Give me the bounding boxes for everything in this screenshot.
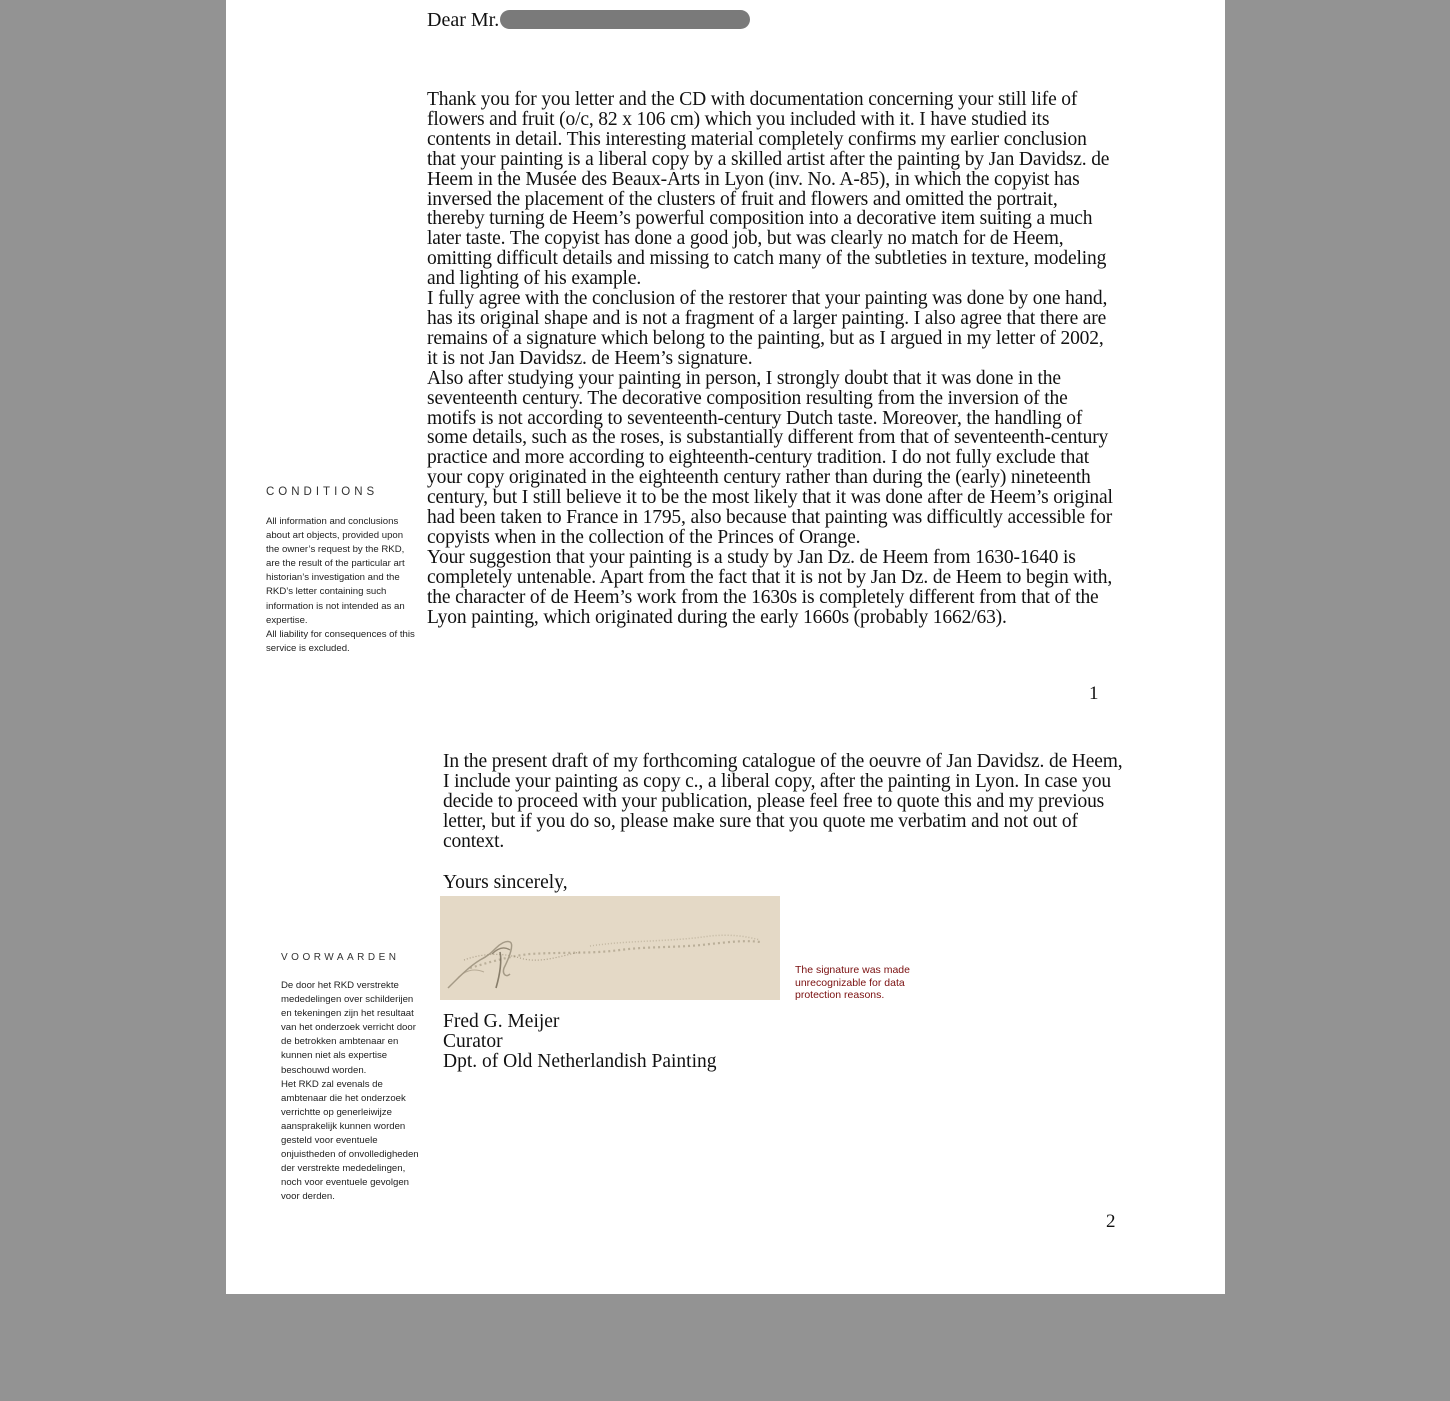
paragraph: Thank you for you letter and the CD with documentation concerning your still life of flowers and fruit (o/c, 82 x 106 cm) which you included with it. I have studied its contents in detail. This interesting material completely confirms my earlier conclusion that your painting is a liberal copy by a skilled artist after the painting by Jan Davidsz. de Heem in the Musée des Beaux-Arts in Lyon (inv. No. A-85), in which the copyist has inversed the placement of the clusters of fruit and flowers and omitted the portrait, thereby turning de Heem’s powerful composition into a decorative item suiting a much later taste. The copyist has done a good job, but was clearly no match for de Heem, omitting difficult details and missing to catch many of the subtleties in texture, modeling and lighting of his example. [427, 89, 1110, 290]
conditions-text [266, 515, 416, 656]
redacted-name [500, 10, 750, 29]
salutation-text: Dear Mr. [427, 9, 500, 31]
closing: Yours sincerely, [443, 872, 568, 893]
voorwaarden-text [281, 979, 421, 1205]
conditions-paragraph: All information and conclusions about art objects, provided upon the owner’s request by the RKD, are the result of the particular art historian’s investigation and the RKD’s letter containing such information is not intended as an expertise. [266, 516, 405, 626]
paragraph: In the present draft of my forthcoming catalogue of the oeuvre of Jan Davidsz. de Heem, I include your painting as copy c., a liberal copy, after the painting in Lyon. In case you decide to proceed with your publication, please feel free to quote this and my previous letter, but if you do so, please make sure that you quote me verbatim and not out of context. [443, 751, 1123, 852]
paragraph: Also after studying your painting in person, I strongly doubt that it was done in the seventeenth century. The decorative composition resulting from the inversion of the motifs is not according to seventeenth-century Dutch taste. Moreover, the handling of some details, such as the roses, is substantially different from that of seventeenth-century practice and more according to eighteenth-century tradition. I do not fully exclude that your copy originated in the eighteenth century rather than during the (early) nineteenth century, but I still believe it to be the most likely that it was done after de Heem’s original had been taken to France in 1795, also because that painting was difficultly accessible for copyists when in the collection of the Princes of Orange. [427, 367, 1113, 548]
paragraph: Your suggestion that your painting is a study by Jan Dz. de Heem from 1630-1640 is completely untenable. Apart from the fact that it is not by Jan Dz. de Heem to begin with, the character of de Heem’s work from the 1630s is completely different from that of the Lyon painting, which originated during the early 1660s (probably 1662/63). [427, 546, 1113, 628]
salutation [427, 8, 750, 32]
signer-department: Dpt. of Old Netherlandish Painting [443, 1050, 717, 1072]
page-number: 2 [1106, 1211, 1116, 1232]
letter-page [226, 0, 1225, 1294]
page-number: 1 [1089, 683, 1099, 704]
signer-name: Fred G. Meijer [443, 1011, 560, 1032]
paragraph: I fully agree with the conclusion of the restorer that your painting was done by one hand, has its original shape and is not a fragment of a larger painting. I also agree that there are remains of a signature which belong to the painting, but as I argued in my letter of 2002, it is not Jan Davidsz. de Heem’s signature. [427, 288, 1108, 369]
voorwaarden-paragraph: Het RKD zal evenals de ambtenaar die het onderzoek verrichtte op generleiwijze aansprakelijk kunnen worden gesteld voor eventuele onjuistheden of onvolledigheden der verstrekte mededelingen, noch voor eventuele gevolgen voor derden. [281, 1078, 419, 1203]
signature-image [440, 896, 780, 1000]
signer-title: Curator [443, 1030, 503, 1052]
voorwaarden-heading: VOORWAARDEN [281, 952, 400, 963]
conditions-paragraph: All liability for consequences of this service is excluded. [266, 628, 415, 654]
letter-body-page-1 [427, 90, 1117, 627]
signature-block [443, 1012, 717, 1072]
letter-body-page-2 [443, 752, 1133, 852]
conditions-heading: CONDITIONS [266, 486, 379, 498]
voorwaarden-paragraph: De door het RKD verstrekte mededelingen over schilderijen en tekeningen zijn het resultaat van het onderzoek verricht door de betrokken ambtenaar en kunnen niet als expertise beschouwd worden. [281, 980, 416, 1076]
signature-note: The signature was made unrecognizable for data protection reasons. [795, 964, 910, 1001]
